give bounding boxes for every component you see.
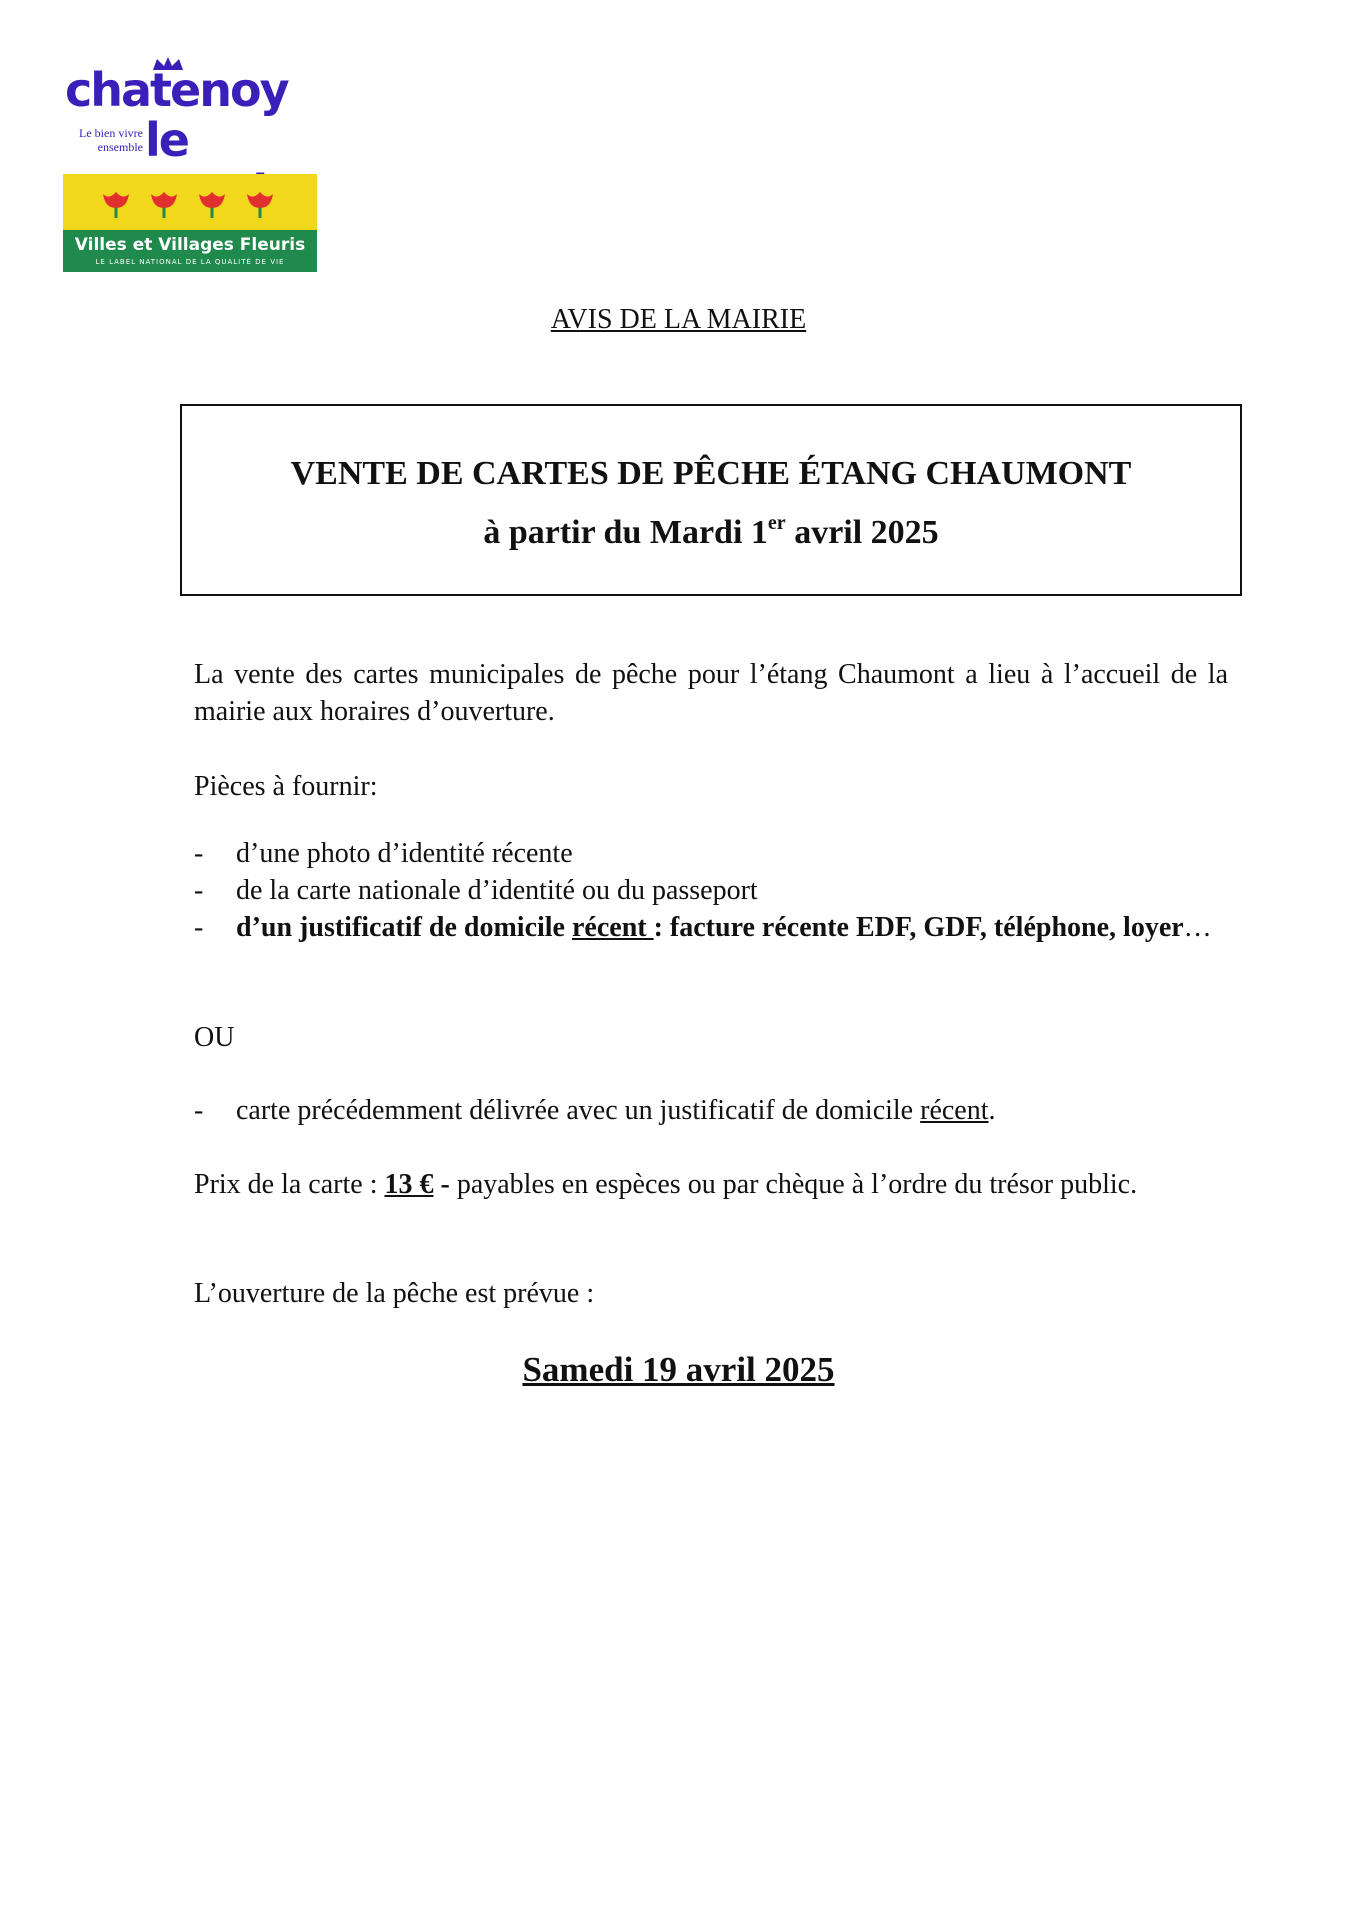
list-item: - de la carte nationale d’identité ou du passeport	[194, 875, 758, 906]
list-item: - d’un justificatif de domicile récent : facture récente EDF, GDF, téléphone, loyer…	[194, 912, 1212, 943]
opening-label: L’ouverture de la pêche est prévue :	[194, 1278, 595, 1309]
headline-title: VENTE DE CARTES DE PÊCHE ÉTANG CHAUMONT	[290, 455, 1132, 492]
headline-date: à partir du Mardi 1er avril 2025	[483, 512, 939, 551]
flower-icon	[243, 186, 277, 220]
logo-block	[63, 64, 323, 274]
villes-villages-fleuris-label	[63, 174, 317, 272]
alternative-list	[194, 1092, 1228, 1129]
city-tagline: Le bien vivre ensemble	[79, 126, 143, 154]
flower-icon	[195, 186, 229, 220]
flower-icon	[99, 186, 133, 220]
or-label: OU	[194, 1022, 235, 1053]
headline-box	[180, 404, 1242, 596]
flower-icon	[147, 186, 181, 220]
price-paragraph: Prix de la carte : 13 € - payables en espèces ou par chèque à l’ordre du trésor public.	[194, 1169, 1138, 1200]
price-amount: 13 €	[384, 1169, 434, 1200]
city-name-line2: le	[145, 113, 188, 167]
pieces-label: Pièces à fournir:	[194, 771, 378, 802]
label-title: Villes et Villages Fleuris	[74, 235, 306, 255]
opening-date: Samedi 19 avril 2025	[522, 1350, 835, 1389]
list-item: - carte précédemment délivrée avec un justificatif de domicile récent.	[194, 1095, 996, 1126]
page-heading: AVIS DE LA MAIRIE	[550, 304, 807, 335]
city-name-line1: chatenoy	[65, 63, 288, 117]
pieces-list	[194, 835, 1228, 946]
intro-paragraph: La vente des cartes municipales de pêche pour l’étang Chaumont a lieu à l’accueil de la mairie aux horaires d’ouverture.	[194, 659, 1228, 727]
city-logo	[63, 64, 323, 174]
label-subtitle: LE LABEL NATIONAL DE LA QUALITÉ DE VIE	[95, 258, 285, 266]
list-item: - d’une photo d’identité récente	[194, 838, 573, 869]
